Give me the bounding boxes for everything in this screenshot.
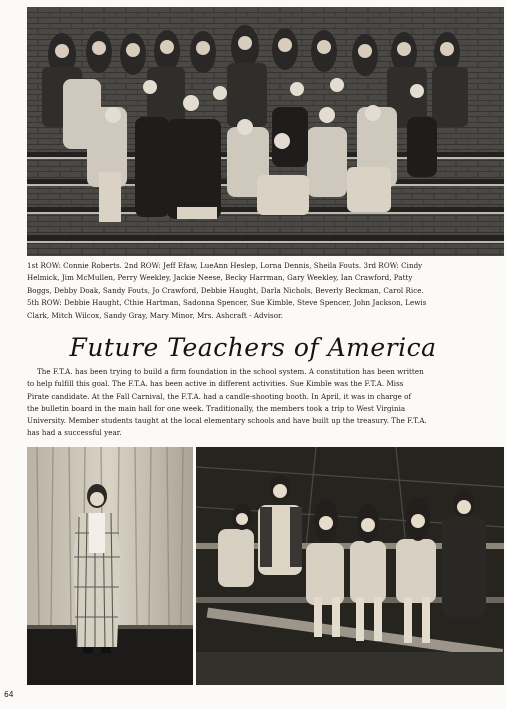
student-photo-image bbox=[27, 447, 193, 685]
photo-caption bbox=[27, 260, 504, 322]
article-line: Pirate candidate. At the Fall Carnival, the F.T.A. had a candle-shooting booth. In April, it was in charge of bbox=[27, 391, 412, 401]
group-photo-image bbox=[27, 7, 504, 256]
caption-line: Clark, Mitch Wilcox, Sandy Gray, Mary Minor, Mrs. Ashcraft - Advisor. bbox=[27, 310, 284, 320]
student-photo bbox=[27, 447, 193, 685]
members-photo bbox=[196, 447, 504, 685]
article-body bbox=[27, 366, 504, 440]
group-photo bbox=[27, 7, 504, 256]
caption-line: 1st ROW: Connie Roberts. 2nd ROW: Jeff Efaw, LueAnn Heslep, Lorna Dennis, Sheila Fouts. 3rd ROW: Cindy bbox=[27, 261, 423, 270]
page-number: 64 bbox=[4, 690, 14, 699]
members-photo-image bbox=[196, 447, 504, 685]
article-line: The F.T.A. has been trying to build a firm foundation in the school system. A constitution has been written bbox=[37, 367, 424, 376]
article-line: has had a successful year. bbox=[27, 428, 122, 438]
article-line: University. Member students taught at the local elementary schools and have built up the treasury. The F.T.A. bbox=[27, 416, 427, 426]
article-line: to help fulfill this goal. The F.T.A. has been active in different activities. Sue Kimble was the F.T.A. Miss bbox=[27, 379, 404, 389]
page-title: Future Teachers of America bbox=[69, 333, 437, 362]
caption-line: 5th ROW: Debbie Haught, Cthie Hartman, Sadonna Spencer, Sue Kimble, Steve Spencer, John Jackson, Lewis bbox=[27, 298, 427, 308]
caption-line: Helmick, Jim McMullen, Perry Weekley, Jackie Neese, Becky Harrman, Gary Weekley, Ian Crawford, Patty bbox=[27, 273, 413, 283]
caption-line: Boggs, Debby Doak, Sandy Fouts, Jo Crawford, Debbie Haught, Darla Nichols, Beverly Beckman, Carol Rice. bbox=[27, 285, 424, 295]
article-line: the bulletin board in the main hall for one week. Traditionally, the members took a trip to West Virginia bbox=[27, 403, 406, 413]
